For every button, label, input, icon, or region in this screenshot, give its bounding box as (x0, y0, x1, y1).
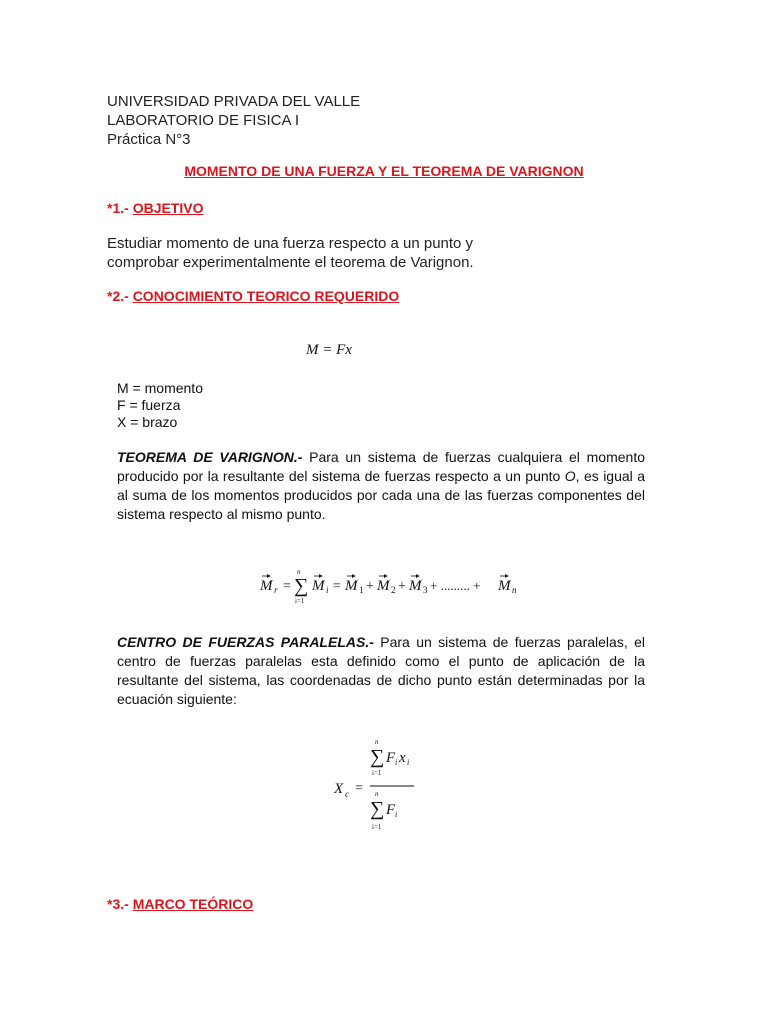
university-name: UNIVERSIDAD PRIVADA DEL VALLE (107, 93, 361, 110)
varignon-term: M (312, 578, 325, 594)
varignon-m1-sub: 1 (359, 585, 364, 595)
varignon-m3-sub: 3 (423, 585, 428, 595)
varignon-eq2: = (333, 579, 341, 594)
variable-x: X = brazo (117, 414, 178, 430)
practice-number: Práctica N°3 (107, 131, 191, 148)
centro-den-term-sub: i (395, 810, 398, 819)
section-1-number: *1.- (107, 200, 133, 216)
variable-list (117, 380, 203, 431)
varignon-paragraph (117, 448, 645, 524)
centro-den-sum: ∑ (370, 798, 385, 820)
varignon-lhs: M (260, 578, 273, 594)
section-1-heading (107, 200, 203, 216)
varignon-plus1: + (366, 579, 374, 594)
centro-den-bottom: i=1 (372, 823, 382, 831)
section-2-heading (107, 288, 399, 304)
centro-num-top: n (375, 738, 379, 746)
section-3-heading (107, 896, 253, 912)
varignon-mn-sub: n (512, 585, 517, 595)
varignon-sum-bottom: i=1 (295, 597, 305, 605)
moment-formula: M = Fx (306, 342, 352, 358)
centro-den-term: F (386, 802, 396, 818)
centro-num-term: F (386, 750, 396, 766)
varignon-sum-top: n (297, 568, 301, 576)
varignon-mn: M (498, 578, 511, 594)
varignon-lhs-sub: r (274, 585, 278, 595)
varignon-m2: M (377, 578, 390, 594)
centro-num-x-sub: i (407, 758, 410, 767)
centro-den-top: n (375, 790, 379, 798)
varignon-formula (250, 560, 530, 610)
centro-text: Para un sistema de fuerzas paralelas, el centro de fuerzas paralelas esta definido como el punto de aplicación de la resultante del sistema, las coordenadas de dicho punto están determinadas por la ecuación siguiente: (117, 634, 645, 707)
varignon-plus2: + (398, 579, 406, 594)
varignon-text-2: , es igual a al suma de los momentos producidos por cada una de las fuerzas componentes del sistema respecto al mismo punto. (117, 468, 645, 522)
centro-lhs: X (334, 781, 344, 797)
varignon-term: TEOREMA DE VARIGNON.- (117, 449, 303, 465)
varignon-m3: M (409, 578, 422, 594)
section-1-title: OBJETIVO (132, 200, 204, 216)
centro-paragraph (117, 633, 645, 709)
section-2-title: CONOCIMIENTO TEORICO REQUERIDO (132, 288, 400, 304)
centro-lhs-sub: c (345, 789, 349, 799)
centro-num-sum: ∑ (370, 746, 385, 768)
centro-term: CENTRO DE FUERZAS PARALELAS.- (117, 634, 374, 650)
varignon-m1: M (345, 578, 358, 594)
varignon-text-1: Para un sistema de fuerzas cualquiera el momento producido por la resultante del sistema de fuerzas respecto a un punto (117, 449, 645, 484)
centro-formula (330, 735, 440, 840)
objective-paragraph: Estudiar momento de una fuerza respecto a un punto y comprobar experimentalmente el teorema de Varignon. (107, 235, 474, 271)
varignon-dots: + ......... + (430, 578, 481, 593)
centro-num-term-sub: i (395, 758, 398, 767)
centro-eq: = (355, 781, 363, 796)
varignon-term-sub: i (326, 585, 329, 595)
section-3-title: MARCO TEÓRICO (132, 896, 254, 912)
varignon-eq1: = (283, 579, 291, 594)
lab-name: LABORATORIO DE FISICA I (107, 112, 299, 129)
centro-num-bottom: i=1 (372, 769, 382, 777)
variable-f: F = fuerza (117, 397, 181, 413)
varignon-m2-sub: 2 (391, 585, 396, 595)
centro-num-x: x (399, 750, 406, 766)
section-3-number: *3.- (107, 896, 133, 912)
document-title: MOMENTO DE UNA FUERZA Y EL TEOREMA DE VARIGNON (184, 163, 584, 179)
varignon-point: O (564, 468, 576, 484)
section-2-number: *2.- (107, 288, 133, 304)
variable-m: M = momento (117, 380, 203, 396)
varignon-sum: ∑ (294, 575, 309, 597)
